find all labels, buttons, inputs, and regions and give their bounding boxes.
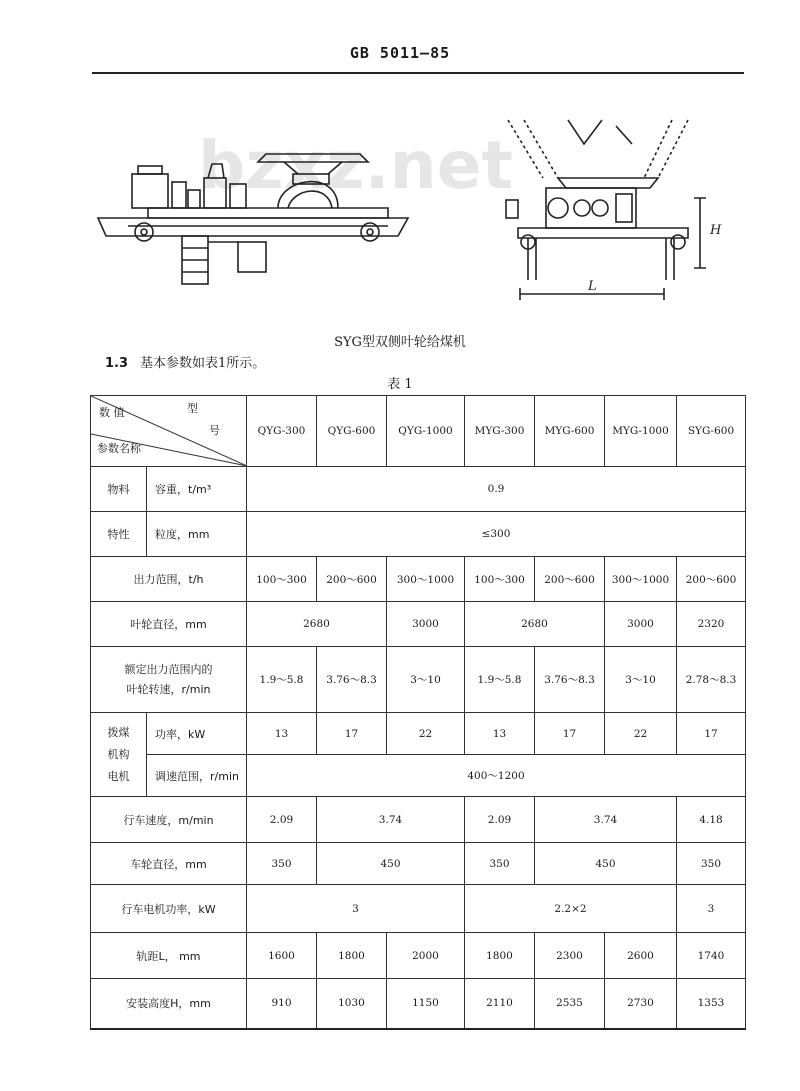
row-install-height: [91, 979, 746, 1029]
table-cell: 2.78～8.3: [677, 647, 746, 713]
label-wheel-diameter: 车轮直径，mm: [91, 843, 247, 885]
label-motor-power: 功率，kW: [147, 713, 247, 755]
section-1-3: [105, 352, 265, 371]
table-cell: 100～300: [247, 557, 317, 602]
model-header: MYG-600: [535, 396, 605, 467]
label-impeller-speed-line-2: 叶轮转速，r/min: [126, 682, 211, 696]
parameter-table: [90, 395, 746, 1030]
table-cell: 1.9～5.8: [465, 647, 535, 713]
label-impeller-diameter: 叶轮直径，mm: [91, 602, 247, 647]
table-cell: 200～600: [317, 557, 387, 602]
table-cell: 200～600: [677, 557, 746, 602]
machine-drawing-svg: [88, 108, 748, 330]
table-cell: 2600: [605, 933, 677, 979]
table-header-row: [91, 396, 746, 467]
table-cell: 1353: [677, 979, 746, 1029]
machine-drawing: [88, 108, 748, 330]
row-wheel-diameter: [91, 843, 746, 885]
header-rule: [92, 72, 744, 74]
table-cell: 1030: [317, 979, 387, 1029]
row-travel-motor: [91, 885, 746, 933]
table-corner-cell: [91, 396, 247, 467]
row-motor-power: [91, 713, 746, 755]
table-cell: 1.9～5.8: [247, 647, 317, 713]
table-cell: 910: [247, 979, 317, 1029]
row-impeller-diameter: [91, 602, 746, 647]
table-cell: 13: [247, 713, 317, 755]
group-motor-line-3: 电机: [107, 769, 130, 783]
table-cell: 4.18: [677, 797, 746, 843]
corner-param-label: 参数名称: [97, 442, 141, 455]
row-motor-speed: [91, 755, 746, 797]
table-cell: 3: [247, 885, 465, 933]
model-header: MYG-300: [465, 396, 535, 467]
watermark-text: bzxz.net: [198, 127, 514, 204]
group-motor-line-2: 机构: [107, 747, 130, 761]
table-cell: 17: [317, 713, 387, 755]
table-cell: 3: [677, 885, 746, 933]
label-motor-speed: 调速范围，r/min: [147, 755, 247, 797]
table-cell: 3.76～8.3: [317, 647, 387, 713]
table-cell: 2320: [677, 602, 746, 647]
label-install-height: 安装高度H，mm: [91, 979, 247, 1029]
corner-value-label: 数 值: [99, 406, 125, 419]
group-motor-line-1: 拨煤: [107, 725, 130, 739]
table-cell: 2.09: [247, 797, 317, 843]
table-cell: 350: [465, 843, 535, 885]
label-output-range: 出力范围，t/h: [91, 557, 247, 602]
table-cell: 2000: [387, 933, 465, 979]
row-bulk-density: [91, 467, 746, 512]
model-header: QYG-1000: [387, 396, 465, 467]
table-cell: 3000: [387, 602, 465, 647]
table-cell: 3～10: [605, 647, 677, 713]
label-travel-speed: 行车速度，m/min: [91, 797, 247, 843]
label-gauge: 轨距L， mm: [91, 933, 247, 979]
value-motor-speed: 400～1200: [247, 755, 746, 797]
table-cell: 22: [605, 713, 677, 755]
table-cell: 300～1000: [387, 557, 465, 602]
label-particle-size: 粒度，mm: [147, 512, 247, 557]
table-cell: 17: [535, 713, 605, 755]
table-cell: 200～600: [535, 557, 605, 602]
model-header: SYG-600: [677, 396, 746, 467]
table-cell: 2300: [535, 933, 605, 979]
label-bulk-density: 容重，t/m³: [147, 467, 247, 512]
label-travel-motor: 行车电机功率，kW: [91, 885, 247, 933]
table-cell: 22: [387, 713, 465, 755]
table-cell: 2535: [535, 979, 605, 1029]
table-cell: 1740: [677, 933, 746, 979]
group-material-1: 物料: [91, 467, 147, 512]
table-cell: 1800: [465, 933, 535, 979]
table-cell: 3.76～8.3: [535, 647, 605, 713]
table-cell: 13: [465, 713, 535, 755]
table-cell: 350: [247, 843, 317, 885]
table-cell: 3.74: [317, 797, 465, 843]
table-cell: 1800: [317, 933, 387, 979]
table-cell: 2.2×2: [465, 885, 677, 933]
table-cell: 2680: [465, 602, 605, 647]
dimension-label-l: L: [588, 279, 597, 294]
table-cell: 17: [677, 713, 746, 755]
row-particle-size: [91, 512, 746, 557]
section-number: 1.3: [105, 356, 129, 371]
label-impeller-speed: [91, 647, 247, 713]
table-cell: 2110: [465, 979, 535, 1029]
model-header: QYG-600: [317, 396, 387, 467]
table-cell: 100～300: [465, 557, 535, 602]
row-output-range: [91, 557, 746, 602]
dimension-label-h: H: [710, 223, 722, 238]
table-cell: 1150: [387, 979, 465, 1029]
document-header: GB 5011—85: [349, 44, 451, 62]
row-travel-speed: [91, 797, 746, 843]
table-cell: 3.74: [535, 797, 677, 843]
table-cell: 2730: [605, 979, 677, 1029]
model-header: MYG-1000: [605, 396, 677, 467]
value-particle-size: ≤300: [247, 512, 746, 557]
section-text: 基本参数如表1所示。: [140, 356, 266, 371]
row-gauge: [91, 933, 746, 979]
table-cell: 300～1000: [605, 557, 677, 602]
table-cell: 2.09: [465, 797, 535, 843]
value-bulk-density: 0.9: [247, 467, 746, 512]
table-cell: 1600: [247, 933, 317, 979]
table-cell: 3000: [605, 602, 677, 647]
label-impeller-speed-line-1: 额定出力范围内的: [124, 662, 213, 676]
table-cell: 450: [317, 843, 465, 885]
table-cell: 450: [535, 843, 677, 885]
corner-type-label: 型: [187, 402, 198, 415]
group-material-2: 特性: [91, 512, 147, 557]
table-cell: 350: [677, 843, 746, 885]
figure-caption: SYG型双侧叶轮给煤机: [334, 335, 466, 350]
group-motor: [91, 713, 147, 797]
model-header: QYG-300: [247, 396, 317, 467]
corner-number-label: 号: [209, 424, 220, 437]
table-cell: 2680: [247, 602, 387, 647]
table-cell: 3～10: [387, 647, 465, 713]
row-impeller-speed: [91, 647, 746, 713]
table-title: 表 1: [387, 377, 413, 392]
